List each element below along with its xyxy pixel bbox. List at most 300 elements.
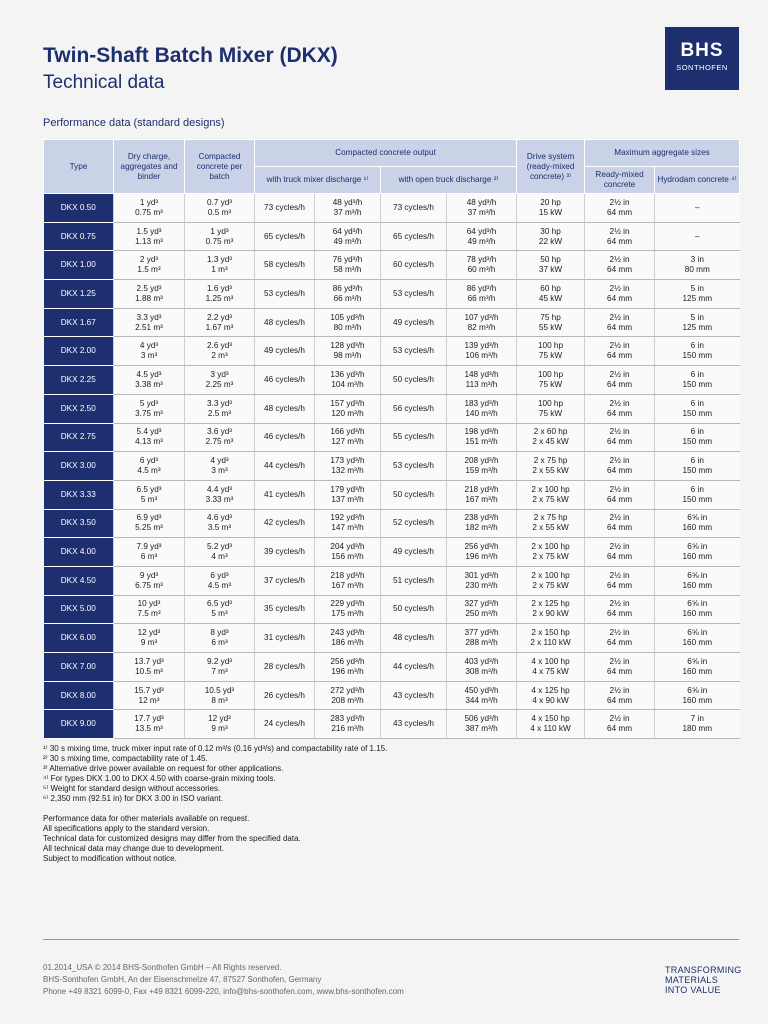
ready-mixed-cell [585,681,655,710]
hydrodam-cell [655,480,740,509]
cell-value: 6 in [690,456,704,466]
cell-value: 44 cycles/h [264,461,305,471]
drive-cell [517,394,585,423]
cell-value: 6⅝ in [687,656,708,666]
cell-value: 2 x 75 kW [532,552,569,562]
drive-cell [517,337,585,366]
hydrodam-cell [655,452,740,481]
cell-value: 44 cycles/h [393,661,434,671]
cell-value: 2½ in [609,714,630,724]
cell-value: 98 m³/h [333,351,362,361]
cell-value: 2½ in [609,656,630,666]
open-output-cell [447,394,517,423]
ready-mixed-cell [585,280,655,309]
open-cycles-cell [381,509,447,538]
cell-value: 6 m³ [211,638,228,648]
cell-value: 65 cycles/h [264,231,305,241]
truck-output-cell [315,366,381,395]
cell-value: 150 mm [682,437,713,447]
cell-value: 20 hp [540,197,561,207]
cell-value: 52 cycles/h [393,518,434,528]
truck-output-cell [315,480,381,509]
cell-value: 151 m³/h [465,437,498,447]
cell-value: 173 yd³/h [330,456,365,466]
dry-charge-cell [114,653,185,682]
truck-cycles-cell [255,710,315,739]
type-cell [44,280,114,309]
table-body [44,194,740,739]
hydrodam-cell [655,366,740,395]
cell-value: 2 x 75 hp [533,513,568,523]
cell-value: 1.3 yd³ [206,255,233,265]
cell-value: 5.4 yd³ [136,427,162,437]
cell-value: 147 m³/h [331,523,364,533]
ready-mixed-cell [585,624,655,653]
cell-value: 450 yd³/h [464,685,499,695]
cell-value: 100 hp [538,341,564,351]
cell-value: 2 m³ [211,351,228,361]
cell-value: 46 cycles/h [264,374,305,384]
header-aggregate-group: Maximum aggregate sizes [585,140,740,167]
drive-cell [517,480,585,509]
open-cycles-cell [381,366,447,395]
open-cycles-cell [381,222,447,251]
ready-mixed-cell [585,222,655,251]
cell-value: 2½ in [609,628,630,638]
cell-value: 6.5 yd³ [136,484,162,494]
cell-value: 250 m³/h [465,609,498,619]
hydrodam-cell [655,337,740,366]
cell-value: 64 mm [607,666,633,676]
hydrodam-cell [655,710,740,739]
cell-value: 272 yd³/h [330,685,365,695]
cell-value: 5.2 yd³ [206,542,233,552]
cell-value: 8 m³ [211,695,228,705]
cell-value: 75 kW [538,408,563,418]
open-output-cell [447,480,517,509]
cell-value: 2 x 55 kW [532,466,569,476]
cell-value: 186 m³/h [331,638,364,648]
cell-value: 4.13 m³ [135,437,163,447]
cell-value: 6 in [690,398,704,408]
footer-contact: Phone +49 8321 6099-0, Fax +49 8321 6099-220, info@bhs-sonthofen.com, www.bhs-sonthofen.com [43,987,404,996]
ready-mixed-cell [585,308,655,337]
note: Subject to modification without notice. [43,854,177,863]
compacted-batch-cell [185,423,255,452]
cell-value: 4 x 150 hp [531,714,570,724]
cell-value: 10.5 yd³ [204,685,235,695]
cell-value: 1.88 m³ [135,293,163,303]
footnote: ²⁾ 30 s mixing time, compactability rate of 1.45. [43,754,208,763]
cell-value: DKX 3.33 [60,489,96,499]
cell-value: 0.7 yd³ [206,197,233,207]
cell-value: 3.3 yd³ [206,398,233,408]
footnote: ⁵⁾ Weight for standard design without accessories. [43,784,221,793]
compacted-batch-cell [185,366,255,395]
bhs-logo [665,27,739,90]
cell-value: 137 m³/h [331,494,364,504]
cell-value: 8 yd³ [210,628,229,638]
cell-value: 50 cycles/h [393,489,434,499]
table-row [44,308,740,337]
cell-value: 22 kW [538,236,563,246]
cell-value: 2 x 100 hp [531,570,570,580]
type-cell [44,624,114,653]
cell-value: 2.5 yd³ [136,283,162,293]
drive-cell [517,222,585,251]
open-cycles-cell [381,280,447,309]
hydrodam-cell [655,308,740,337]
dry-charge-cell [114,308,185,337]
cell-value: 2 x 75 kW [532,580,569,590]
cell-value: 49 m³/h [467,236,496,246]
open-output-cell [447,222,517,251]
cell-value: 3.75 m³ [135,408,163,418]
truck-cycles-cell [255,566,315,595]
ready-mixed-cell [585,394,655,423]
cell-value: 3.6 yd³ [206,427,233,437]
table-row [44,710,740,739]
drive-cell [517,509,585,538]
truck-cycles-cell [255,653,315,682]
cell-value: 1.25 m³ [205,293,234,303]
cell-value: 5.25 m³ [135,523,163,533]
cell-value: 66 m³/h [467,293,496,303]
cell-value: DKX 3.00 [60,461,96,471]
cell-value: 82 m³/h [467,322,496,332]
cell-value: 86 yd³/h [332,283,363,293]
compacted-batch-cell [185,566,255,595]
cell-value: 1.5 yd³ [136,226,162,236]
cell-value: 15.7 yd³ [134,685,164,695]
cell-value: 12 yd³ [208,714,231,724]
cell-value: 6 yd³ [210,570,229,580]
cell-value: 49 cycles/h [393,547,434,557]
truck-cycles-cell [255,222,315,251]
truck-output-cell [315,566,381,595]
cell-value: 2 x 150 hp [531,628,570,638]
drive-cell [517,681,585,710]
cell-value: 100 hp [538,398,564,408]
hydrodam-cell [655,681,740,710]
drive-cell [517,624,585,653]
table-row [44,394,740,423]
compacted-batch-cell [185,480,255,509]
compacted-batch-cell [185,194,255,223]
cell-value: 37 kW [538,265,563,275]
cell-value: 2.6 yd³ [206,341,233,351]
open-output-cell [447,538,517,567]
cell-value: 43 cycles/h [393,690,434,700]
cell-value: 243 yd³/h [330,628,365,638]
performance-table [43,139,740,739]
dry-charge-cell [114,222,185,251]
hydrodam-cell [655,624,740,653]
table-row [44,194,740,223]
cell-value: 7 m³ [211,666,228,676]
header-type: Type [44,140,114,194]
dry-charge-cell [114,595,185,624]
cell-value: 37 m³/h [467,207,496,217]
cell-value: 3.3 yd³ [136,312,162,322]
truck-cycles-cell [255,194,315,223]
cell-value: 73 cycles/h [264,202,305,212]
cell-value: 208 yd³/h [464,456,499,466]
cell-value: 156 m³/h [331,552,364,562]
cell-value: 238 yd³/h [464,513,499,523]
footnote: ⁴⁾ For types DKX 1.00 to DKX 4.50 with coarse-grain mixing tools. [43,774,276,783]
compacted-batch-cell [185,394,255,423]
drive-cell [517,280,585,309]
cell-value: DKX 1.67 [60,317,96,327]
drive-cell [517,366,585,395]
cell-value: 64 mm [607,552,633,562]
type-cell [44,222,114,251]
ready-mixed-cell [585,251,655,280]
truck-output-cell [315,194,381,223]
ready-mixed-cell [585,337,655,366]
cell-value: 4 yd³ [210,456,229,466]
cell-value: 41 cycles/h [264,489,305,499]
cell-value: 2½ in [609,369,630,379]
table-row [44,251,740,280]
cell-value: 64 mm [607,293,633,303]
cell-value: 157 yd³/h [330,398,365,408]
truck-output-cell [315,308,381,337]
open-cycles-cell [381,624,447,653]
truck-output-cell [315,538,381,567]
open-output-cell [447,194,517,223]
cell-value: 2½ in [609,341,630,351]
compacted-batch-cell [185,653,255,682]
truck-cycles-cell [255,394,315,423]
cell-value: 132 m³/h [331,466,364,476]
header-drive-system: Drive system (ready-mixed concrete) ³⁾ [517,140,585,194]
compacted-batch-cell [185,452,255,481]
cell-value: 403 yd³/h [464,656,499,666]
cell-value: 4 x 100 hp [531,656,570,666]
cell-value: 6⅝ in [687,599,708,609]
cell-value: 2½ in [609,456,630,466]
cell-value: 5 m³ [140,494,158,504]
open-output-cell [447,308,517,337]
header-compacted-batch: Compacted concrete per batch [185,140,255,194]
cell-value: 2½ in [609,283,630,293]
hydrodam-cell [655,280,740,309]
cell-value: DKX 7.00 [60,661,96,671]
truck-output-cell [315,280,381,309]
ready-mixed-cell [585,194,655,223]
cell-value: 183 yd³/h [464,398,499,408]
cell-value: 0.5 m³ [207,207,232,217]
cell-value: 13.7 yd³ [134,656,164,666]
dry-charge-cell [114,480,185,509]
hydrodam-cell [655,222,740,251]
open-output-cell [447,280,517,309]
cell-value: 1 yd³ [139,197,159,207]
cell-value: 42 cycles/h [264,518,305,528]
footnote: ⁶⁾ 2,350 mm (92.51 in) for DKX 3.00 in ISO variant. [43,794,224,803]
cell-value: 2½ in [609,685,630,695]
dry-charge-cell [114,251,185,280]
table-row [44,480,740,509]
page-subtitle: Technical data [43,72,165,93]
cell-value: 160 mm [682,638,713,648]
tagline [665,965,742,995]
truck-output-cell [315,710,381,739]
cell-value: 5 in [690,283,704,293]
cell-value: 2½ in [609,312,630,322]
truck-output-cell [315,222,381,251]
cell-value: 12 m³ [138,695,160,705]
cell-value: DKX 2.00 [60,346,96,356]
cell-value: 387 m³/h [465,724,498,734]
cell-value: 64 mm [607,322,633,332]
cell-value: 166 yd³/h [330,427,365,437]
cell-value: 218 yd³/h [330,570,365,580]
cell-value: 159 m³/h [465,466,498,476]
cell-value: 64 mm [607,523,633,533]
ready-mixed-cell [585,595,655,624]
cell-value: 125 mm [682,322,713,332]
truck-output-cell [315,337,381,366]
cell-value: 113 m³/h [465,379,498,389]
cell-value: 160 mm [682,695,713,705]
cell-value: 56 cycles/h [393,403,434,413]
cell-value: 120 m³/h [331,408,364,418]
cell-value: 1 m³ [211,265,228,275]
cell-value: DKX 0.50 [60,202,96,212]
cell-value: 60 m³/h [467,265,496,275]
drive-cell [517,308,585,337]
type-cell [44,452,114,481]
cell-value: 86 yd³/h [466,283,497,293]
cell-value: 256 yd³/h [330,656,365,666]
cell-value: 2.51 m³ [135,322,163,332]
cell-value: 6 in [690,341,704,351]
cell-value: 48 yd³/h [466,197,497,207]
open-cycles-cell [381,194,447,223]
cell-value: 7.9 yd³ [136,542,162,552]
ready-mixed-cell [585,710,655,739]
type-cell [44,653,114,682]
cell-value: 6⅝ in [687,685,708,695]
cell-value: 288 m³/h [465,638,498,648]
cell-value: 2½ in [609,599,630,609]
cell-value: 53 cycles/h [264,288,305,298]
cell-value: 2 x 60 hp [533,427,568,437]
cell-value: 3 m³ [211,466,228,476]
cell-value: DKX 2.25 [60,374,96,384]
cell-value: 64 mm [607,207,633,217]
table-row [44,595,740,624]
dry-charge-cell [114,280,185,309]
cell-value: 64 mm [607,265,633,275]
cell-value: 64 mm [607,466,633,476]
cell-value: 136 yd³/h [330,369,365,379]
header-ready-mixed: Ready-mixed concrete [585,167,655,194]
compacted-batch-cell [185,538,255,567]
cell-value: 6 in [690,484,704,494]
cell-value: 64 mm [607,695,633,705]
cell-value: 48 yd³/h [332,197,363,207]
compacted-batch-cell [185,681,255,710]
cell-value: 43 cycles/h [393,719,434,729]
cell-value: 150 mm [682,379,713,389]
open-output-cell [447,423,517,452]
hydrodam-cell [655,194,740,223]
cell-value: DKX 4.00 [60,547,96,557]
open-output-cell [447,710,517,739]
cell-value: DKX 2.50 [60,403,96,413]
header-open-truck: with open truck discharge ²⁾ [381,167,517,194]
cell-value: 148 yd³/h [464,369,499,379]
cell-value: 49 m³/h [333,236,362,246]
cell-value: 125 mm [682,293,713,303]
drive-cell [517,595,585,624]
hydrodam-cell [655,251,740,280]
cell-value: 55 cycles/h [393,432,434,442]
cell-value: 2½ in [609,255,630,265]
table-row [44,509,740,538]
cell-value: 100 hp [538,369,564,379]
open-output-cell [447,595,517,624]
cell-value: 167 m³/h [331,580,364,590]
cell-value: 9 m³ [140,638,158,648]
cell-value: 75 kW [538,379,563,389]
cell-value: 73 cycles/h [393,202,434,212]
drive-cell [517,566,585,595]
dry-charge-cell [114,566,185,595]
cell-value: 301 yd³/h [464,570,499,580]
cell-value: 0.75 m³ [205,236,234,246]
cell-value: DKX 9.00 [60,719,96,729]
type-cell [44,337,114,366]
cell-value: 15 kW [538,207,563,217]
cell-value: 2½ in [609,484,630,494]
open-cycles-cell [381,452,447,481]
cell-value: 66 m³/h [333,293,362,303]
dry-charge-cell [114,538,185,567]
cell-value: 4 m³ [211,552,228,562]
cell-value: 167 m³/h [465,494,498,504]
cell-value: 127 m³/h [331,437,364,447]
type-cell [44,366,114,395]
cell-value: 2½ in [609,542,630,552]
cell-value: – [695,231,700,241]
footnote: ³⁾ Alternative drive power available on request for other applications. [43,764,284,773]
truck-output-cell [315,452,381,481]
cell-value: 28 cycles/h [264,661,305,671]
cell-value: 230 m³/h [465,580,498,590]
header-hydrodam: Hydrodam concrete ⁴⁾ [655,167,740,194]
open-output-cell [447,681,517,710]
dry-charge-cell [114,624,185,653]
table-row [44,653,740,682]
cell-value: 150 mm [682,408,713,418]
cell-value: 2 x 45 kW [532,437,569,447]
table-row [44,681,740,710]
cell-value: 64 mm [607,437,633,447]
cell-value: 1.13 m³ [135,236,163,246]
cell-value: 48 cycles/h [393,633,434,643]
type-cell [44,251,114,280]
truck-cycles-cell [255,251,315,280]
cell-value: 175 m³/h [331,609,364,619]
open-output-cell [447,566,517,595]
cell-value: 13.5 m³ [135,724,163,734]
cell-value: 3 yd³ [210,369,229,379]
